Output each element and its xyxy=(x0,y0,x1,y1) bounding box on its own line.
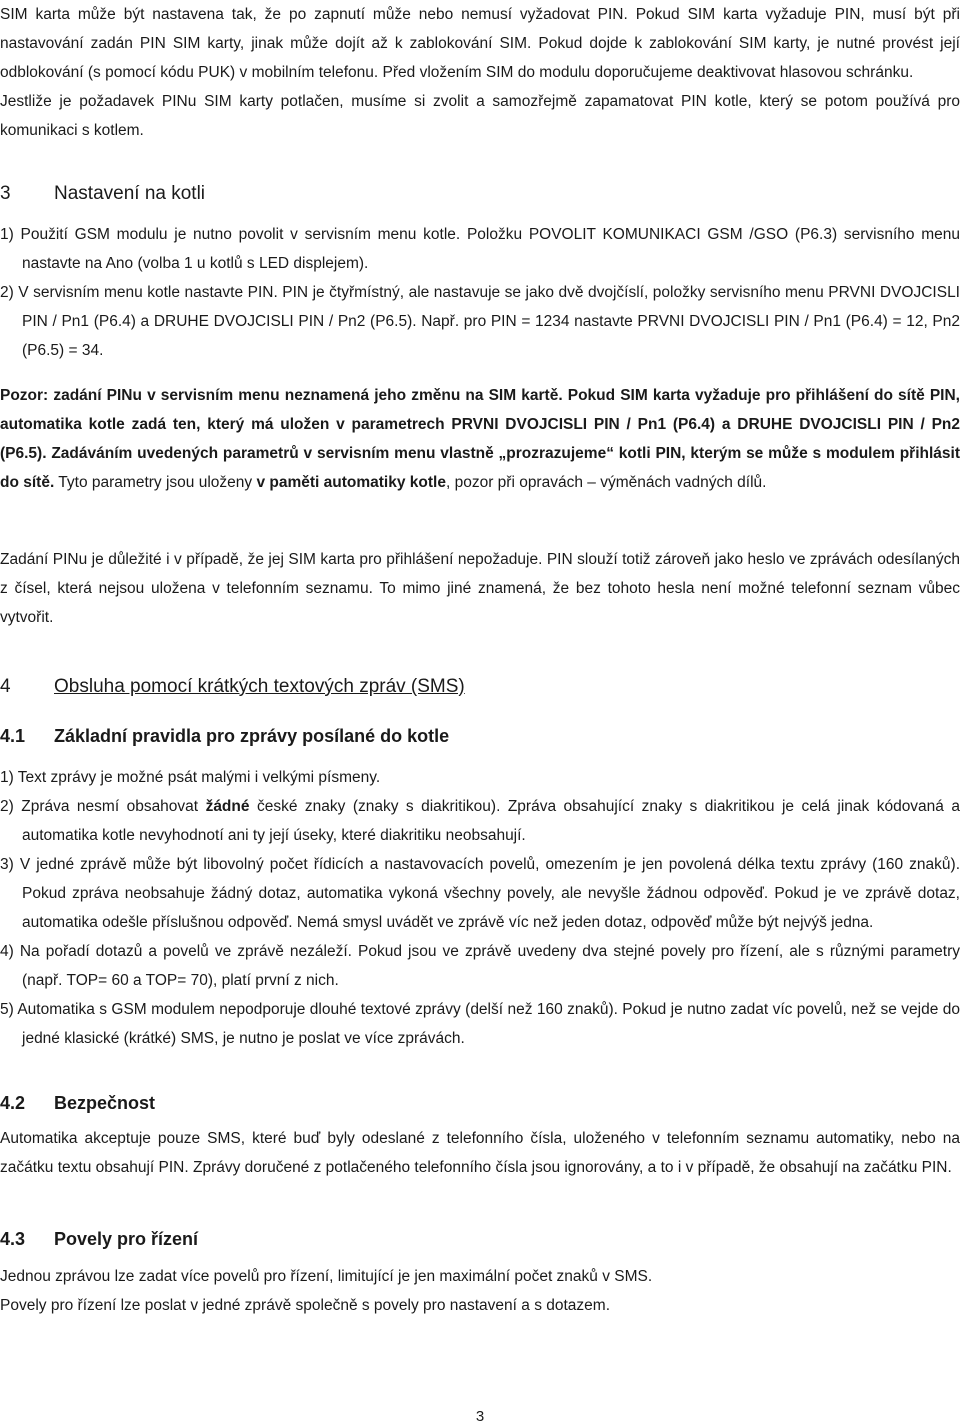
section-title: Obsluha pomocí krátkých textových zpráv (SMS) xyxy=(54,676,465,697)
section-4-3-paragraphs: Jednou zprávou lze zadat více povelů pro řízení, limitující je jen maximální počet znaků v SMS. Povely pro řízení lze poslat v jedné zprávě společně s povely pro nastavení a s dotazem. xyxy=(0,1268,653,1314)
section-number: 4.1 xyxy=(0,726,26,746)
section-4-heading xyxy=(0,676,960,698)
intro-paragraph-2: Jestliže je požadavek PINu SIM karty potlačen, musíme si zvolit a samozřejmě zapamatovat PIN kotle, který se potom používá pro komunikaci s kotlem. xyxy=(0,93,960,139)
warning-paragraph xyxy=(0,381,960,497)
section-title: Bezpečnost xyxy=(54,1093,156,1113)
section-number: 4 xyxy=(0,676,11,697)
list-item: 4) Na pořadí dotazů a povelů ve zprávě nezáleží. Pokud jsou ve zprávě uvedeny dva stejné povely pro řízení, ale s různými parametry (např. TOP= 60 a TOP= 70), platí první z nich. xyxy=(0,943,960,989)
warning-bold: Zadáváním uvedených parametrů v servisním menu vlastně „prozrazujeme“ kotli PIN, kterým se může s modulem přihlásit do sítě. xyxy=(0,445,960,491)
page-number: 3 xyxy=(475,1408,485,1425)
warning-bold: Pokud SIM karta vyžaduje pro přihlášení do sítě PIN, automatika kotle zadá ten, který má uložen v parametrech PRVNI DVOJCISLI PIN / Pn1 (P6.4) a DRUHE DVOJCISLI PIN / Pn2 (P6.5). xyxy=(0,387,960,462)
list-item: 2) Zpráva nesmí obsahovat žádné české znaky (znaky s diakritikou). Zpráva obsahující znaky s diakritikou je celá jinak kódovaná a automatika kotle nevyhodnotí ani ty její úseky, které diakritiku neobsahují. xyxy=(0,798,960,844)
intro-section xyxy=(0,0,960,145)
list-item: 3) V jedné zprávě může být libovolný počet řídicích a nastavovacích povelů, omezením je jen povolená délka textu zprávy (160 znaků). Pokud zpráva neobsahuje žádný dotaz, automatika vykoná všechny povely, ale nevyšle žádnou odpověď. Pokud je ve zprávě dotaz, automatika odešle příslušnou odpověď. Nemá smysl uvádět ve zprávě víc než jeden dotaz, odpověď může být nejvýš jedna. xyxy=(0,856,960,931)
list-item: 2) V servisním menu kotle nastavte PIN. PIN je čtyřmístný, ale nastavuje se jako dvě dvojčíslí, položky servisního menu PRVNI DVOJCISLI PIN / Pn1 (P6.4) a DRUHE DVOJCISLI PIN / Pn2 (P6.5). Např. pro PIN = 1234 nastavte PRVNI DVOJCISLI PIN / Pn1 (P6.4) = 12, Pn2 (P6.5) = 34. xyxy=(0,284,960,359)
section-title: Základní pravidla pro zprávy posílané do kotle xyxy=(54,726,450,746)
section-4-2-heading xyxy=(0,1093,960,1114)
warning-text: , pozor při opravách – výměnách vadných dílů. xyxy=(445,474,767,491)
warning-bold: Pozor: zadání PINu v servisním menu neznamená jeho změnu na SIM kartě. xyxy=(0,387,563,404)
section-number: 3 xyxy=(0,183,11,204)
section-4-2-paragraph: Automatika akceptuje pouze SMS, které buď byly odeslané z telefonního čísla, uloženého v telefonním seznamu automatiky, nebo na začátku textu obsahují PIN. Zprávy doručené z potlačeného telefonního čísla jsou ignorovány, a to i v případě, že obsahují na začátku PIN. xyxy=(0,1130,960,1176)
section-4-1-list xyxy=(0,763,960,1053)
section-3-list xyxy=(0,220,960,365)
section-number: 4.3 xyxy=(0,1229,26,1249)
list-item: 5) Automatika s GSM modulem nepodporuje dlouhé textové zprávy (delší než 160 znaků). Pokud je nutno zadat víc povelů, než se vejde do jedné klasické (krátké) SMS, je nutno je poslat ve více zprávách. xyxy=(0,1001,960,1047)
list-item: 1) Text zprávy je možné psát malými i velkými písmeny. xyxy=(0,769,381,786)
section-4-3-heading xyxy=(0,1229,960,1250)
section-title: Nastavení na kotli xyxy=(54,183,206,204)
list-item: 1) Použití GSM modulu je nutno povolit v servisním menu kotle. Položku POVOLIT KOMUNIKACI GSM /GSO (P6.3) servisního menu nastavte na Ano (volba 1 u kotlů s LED displejem). xyxy=(0,226,960,272)
section-number: 4.2 xyxy=(0,1093,26,1113)
warning-text: Tyto parametry jsou uloženy xyxy=(54,474,257,491)
section-title: Povely pro řízení xyxy=(54,1229,199,1249)
intro-paragraph-1: SIM karta může být nastavena tak, že po zapnutí může nebo nemusí vyžadovat PIN. Pokud SIM karta vyžaduje PIN, musí být při nastavování zadán PIN SIM karty, jinak může dojít až k zablokování SIM. Pokud dojde k zablokování SIM karty, je nutné provést její odblokování (s pomocí kódu PUK) v mobilním telefonu. Před vložením SIM do modulu doporučujeme deaktivovat hlasovou schránku. xyxy=(0,6,960,81)
pin-paragraph: Zadání PINu je důležité i v případě, že jej SIM karta pro přihlášení nepožaduje. PIN slouží totiž zároveň jako heslo ve zprávách odesílaných z čísel, která nejsou uložena v telefonním seznamu. To mimo jiné znamená, že bez tohoto hesla není možné telefonní seznam vůbec vytvořit. xyxy=(0,551,960,626)
section-3-heading xyxy=(0,183,960,205)
warning-bold: v paměti automatiky kotle xyxy=(256,474,446,491)
section-4-1-heading xyxy=(0,726,960,747)
